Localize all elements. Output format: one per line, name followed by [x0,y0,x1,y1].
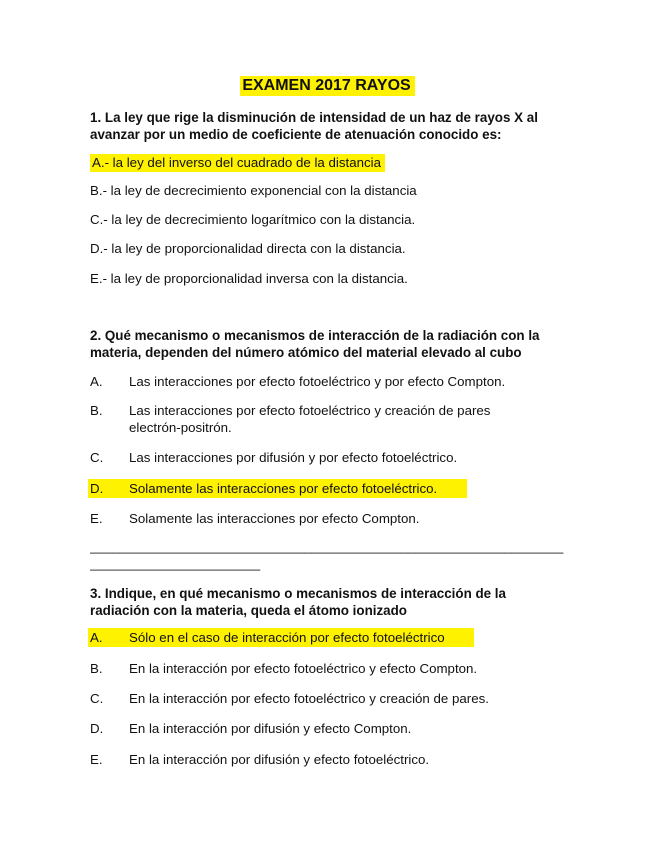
q2-option-c-text: Las interacciones por difusión y por efecto fotoeléctrico. [129,450,458,465]
q2-option-d-text: Solamente las interacciones por efecto fotoeléctrico. [129,481,438,496]
q3-option-a-text: Sólo en el caso de interacción por efecto fotoeléctrico [129,630,445,645]
q1-option-c: C.- la ley de decrecimiento logarítmico con la distancia. [90,212,416,227]
separator-line-2: _______________________ [90,556,261,571]
question-1: 1. La ley que rige la disminución de intensidad de un haz de rayos X al avanzar por un medio de coeficiente de atenuación conocido es: [90,110,538,142]
q1-option-e: E.- la ley de proporcionalidad inversa con la distancia. [90,271,408,286]
q3-option-c-text: En la interacción por efecto fotoeléctrico y creación de pares. [129,691,489,706]
exam-title-text: EXAMEN 2017 RAYOS [240,76,414,96]
q2-option-e-text: Solamente las interacciones por efecto Compton. [129,511,420,526]
q2-option-a-text: Las interacciones por efecto fotoeléctrico y por efecto Compton. [129,374,506,389]
q3-option-c-letter: C. [90,691,104,706]
q2-option-c-letter: C. [90,450,104,465]
separator-line-1: ________________________________________________________________ [90,539,564,554]
q2-option-e-letter: E. [90,511,103,526]
q1-option-a [90,154,385,171]
q3-option-b-text: En la interacción por efecto fotoeléctrico y efecto Compton. [129,661,478,676]
exam-title [0,76,655,96]
q2-option-b-text: Las interacciones por efecto fotoeléctrico y creación de pares electrón-positrón. [129,403,491,435]
question-2: 2. Qué mecanismo o mecanismos de interacción de la radiación con la materia, dependen del número atómico del material elevado al cubo [90,328,540,360]
q2-option-b-letter: B. [90,403,103,418]
q3-option-d-text: En la interacción por difusión y efecto Compton. [129,721,412,736]
question-3: 3. Indique, en qué mecanismo o mecanismos de interacción de la radiación con la materia, queda el átomo ionizado [90,586,506,618]
q3-option-a-letter: A. [90,630,103,645]
q1-option-a-text: A.- la ley del inverso del cuadrado de la distancia [90,154,385,172]
q1-option-b: B.- la ley de decrecimiento exponencial con la distancia [90,183,417,198]
q2-option-d-letter: D. [90,481,104,496]
q3-option-e-letter: E. [90,752,103,767]
q3-option-b-letter: B. [90,661,103,676]
q2-option-a-letter: A. [90,374,103,389]
q1-option-d: D.- la ley de proporcionalidad directa con la distancia. [90,241,406,256]
q3-option-d-letter: D. [90,721,104,736]
q3-option-e-text: En la interacción por difusión y efecto fotoeléctrico. [129,752,430,767]
